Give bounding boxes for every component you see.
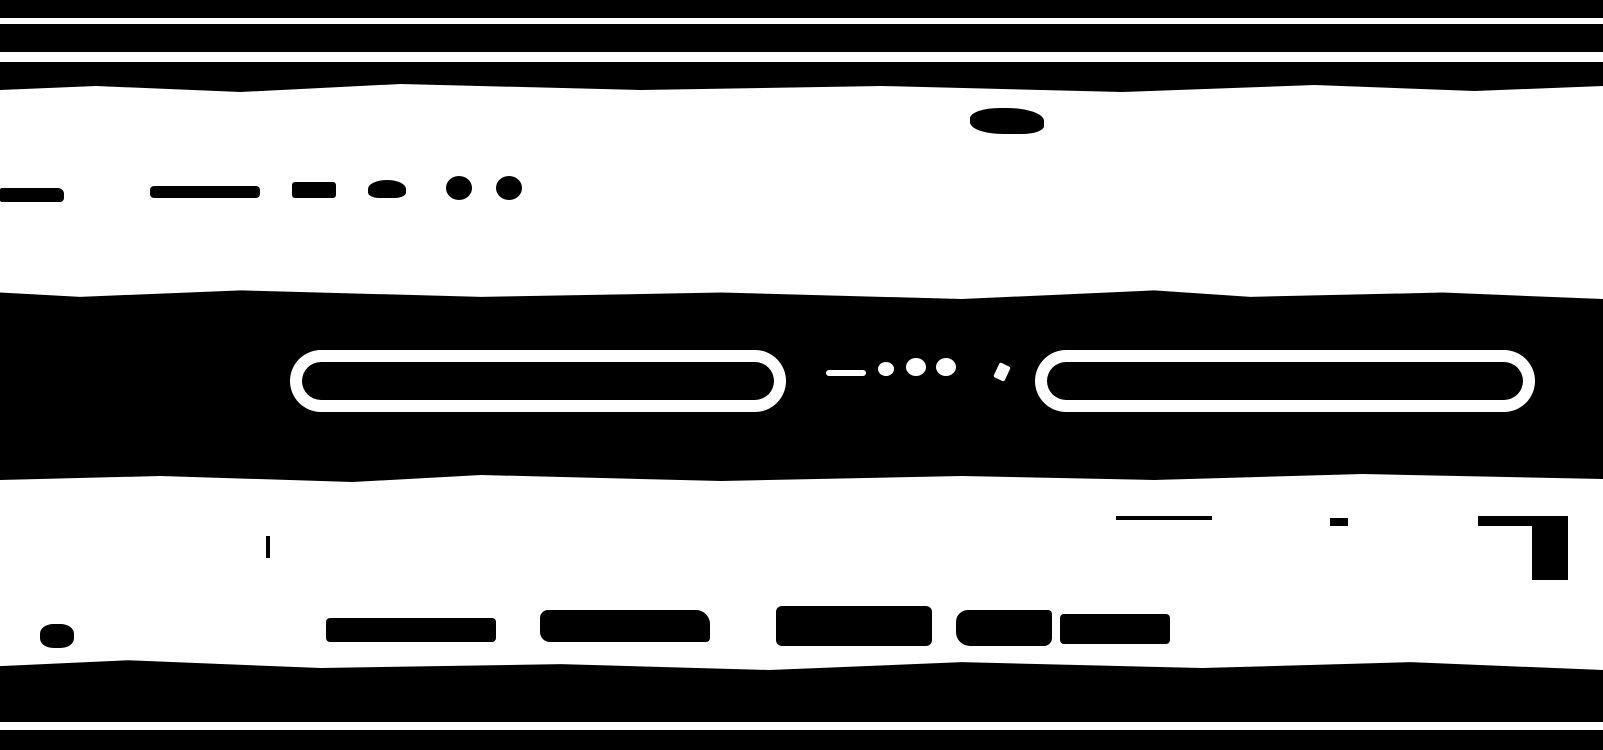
dash-icon — [826, 370, 866, 376]
toolbar — [0, 172, 560, 206]
footer-text-row — [0, 602, 1180, 658]
dot-icon — [936, 358, 956, 376]
footer-text-block — [776, 606, 932, 646]
left-input-frame — [290, 350, 786, 412]
footer-icon[interactable] — [40, 624, 74, 648]
top-stripe-thick — [0, 52, 1603, 62]
content-mark — [1116, 516, 1212, 520]
footer-text-block — [326, 618, 496, 642]
content-mark — [1532, 526, 1568, 580]
right-input[interactable] — [1047, 362, 1523, 400]
bottom-stripe — [0, 722, 1603, 730]
footer-text-block — [540, 610, 710, 642]
top-stripe — [0, 18, 1603, 24]
right-input-frame — [1035, 350, 1535, 412]
dot-icon — [906, 358, 926, 376]
tick-icon — [993, 362, 1011, 382]
header-logo-icon — [970, 108, 1044, 134]
left-input[interactable] — [302, 362, 774, 400]
footer-text-block — [1060, 614, 1170, 644]
dots-icon — [826, 358, 1026, 388]
cursor-icon — [266, 536, 270, 558]
content-mark — [1330, 518, 1348, 526]
menu-icon[interactable] — [0, 188, 64, 202]
footer-text-block — [956, 610, 1052, 646]
tool-icon-a[interactable] — [150, 186, 260, 198]
tool-icon-b[interactable] — [292, 182, 336, 198]
content-mark — [1478, 516, 1568, 526]
dot-icon[interactable] — [446, 176, 472, 200]
tool-icon-c[interactable] — [368, 180, 406, 198]
dot-icon[interactable] — [496, 176, 522, 200]
dot-icon — [878, 362, 894, 376]
